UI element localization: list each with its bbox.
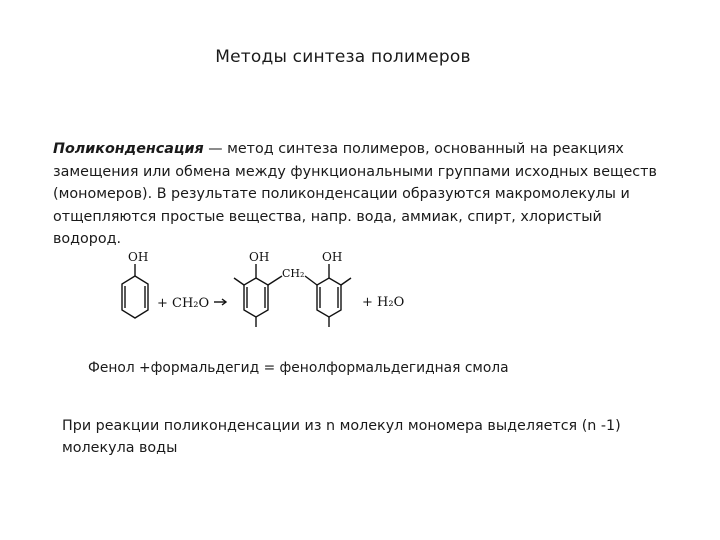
reaction-scheme [110,244,430,354]
product-oh-right-label: OH [322,250,343,264]
product-oh-left-label: OH [249,250,270,264]
methylene-bridge-right [305,276,317,285]
phenol-ring [122,276,148,318]
definition-text: — метод синтеза полимеров, основанный на реакциях замещения или обмена между функциональными группами исходных веществ (мономеров). В результате поликонденсации образуются макромолекулы и отщепляются простые вещества, напр. вода, аммиак, спирт, хлористый водород. [53,141,657,247]
methylene-label: CH₂ [282,267,305,280]
definition-term: Поликонденсация [53,141,204,157]
definition-paragraph [53,138,668,251]
slide-title: Методы синтеза полимеров [215,47,471,67]
phenol-oh-label: OH [128,250,149,264]
methylene-bridge-left [268,276,282,285]
plus-formaldehyde-label: + CH₂O [157,296,210,311]
reaction-caption: Фенол +формальдегид = фенолформальдегидная смола [88,360,509,376]
plus-water-label: + H₂O [362,295,405,310]
polycondensation-note: При реакции поликонденсации из n молекул мономера выделяется (n -1) молекула воды [62,418,621,456]
